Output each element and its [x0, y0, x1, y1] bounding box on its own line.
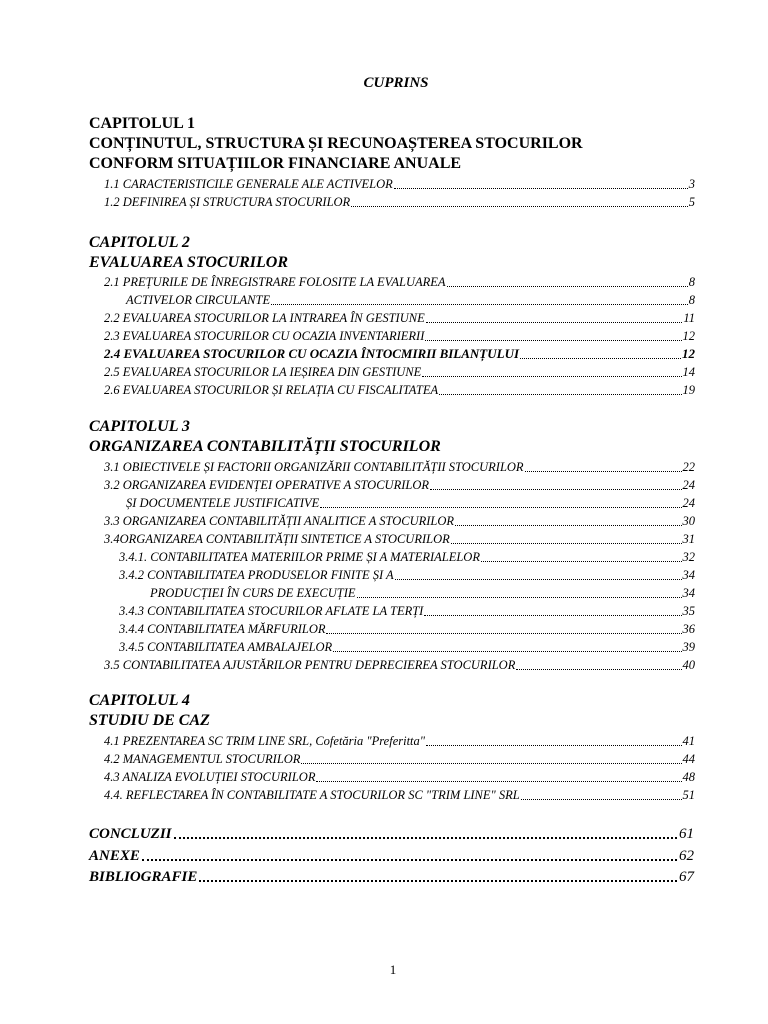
chapter-label: CAPITOLUL 4: [89, 692, 190, 709]
leader-dots: [333, 650, 681, 652]
toc-entry[interactable]: [150, 584, 695, 602]
toc-entry-text: 4.3 ANALIZA EVOLUȚIEI STOCURILOR: [104, 770, 316, 784]
toc-entry-page: 35: [682, 604, 695, 618]
toc-entry[interactable]: [126, 494, 695, 512]
toc-entry[interactable]: [104, 363, 695, 381]
toc-entry[interactable]: [104, 768, 695, 786]
toc-entry[interactable]: [119, 638, 695, 656]
toc-entry-text: 3.5 CONTABILITATEA AJUSTĂRILOR PENTRU DEPRECIEREA STOCURILOR: [104, 658, 516, 672]
toc-entry-page: 51: [682, 788, 695, 802]
toc-entry-page: 39: [682, 640, 695, 654]
toc-entry[interactable]: [104, 476, 695, 494]
toc-entry-text: 2.2 EVALUAREA STOCURILOR LA INTRAREA ÎN GESTIUNE: [104, 311, 425, 325]
leader-dots: [521, 798, 682, 800]
toc-entry-text: 3.4.4 CONTABILITATEA MĂRFURILOR: [119, 622, 326, 636]
leader-dots: [199, 879, 677, 882]
toc-entry-page: 22: [682, 460, 695, 474]
leader-dots: [316, 780, 681, 782]
toc-entry[interactable]: [104, 786, 695, 804]
toc-entry[interactable]: [104, 309, 695, 327]
toc-final-entry[interactable]: [89, 846, 694, 866]
toc-entry-text: 2.6 EVALUAREA STOCURILOR ȘI RELAȚIA CU FISCALITATEA: [104, 383, 439, 397]
toc-entry-text: 1.2 DEFINIREA ȘI STRUCTURA STOCURILOR: [104, 195, 351, 209]
chapter-title-line: ORGANIZAREA CONTABILITĂȚII STOCURILOR: [89, 438, 441, 455]
toc-entry-page: 24: [682, 496, 695, 510]
toc-entry[interactable]: [104, 732, 695, 750]
toc-entry[interactable]: [119, 548, 695, 566]
toc-entry[interactable]: [104, 750, 695, 768]
leader-dots: [451, 542, 682, 544]
chapter-2-heading: [89, 233, 709, 273]
leader-dots: [422, 375, 681, 377]
leader-dots: [430, 488, 682, 490]
toc-entry-text: ACTIVELOR CIRCULANTE: [126, 293, 271, 307]
toc-final-entry[interactable]: [89, 824, 694, 844]
toc-entry[interactable]: [104, 273, 695, 291]
toc-entry[interactable]: [104, 656, 695, 674]
chapter-3-heading: [89, 417, 709, 457]
leader-dots: [351, 205, 688, 207]
leader-dots: [271, 303, 688, 305]
leader-dots: [395, 578, 682, 580]
leader-dots: [320, 506, 681, 508]
toc-final-text: BIBLIOGRAFIE: [89, 869, 198, 885]
toc-entry-page: 12: [682, 329, 695, 343]
leader-dots: [481, 560, 682, 562]
toc-entry-page: 34: [682, 568, 695, 582]
chapter-title-line: CONȚINUTUL, STRUCTURA ȘI RECUNOAȘTEREA STOCURILOR: [89, 135, 583, 152]
chapter-label: CAPITOLUL 3: [89, 418, 190, 435]
toc-entry-page: 41: [682, 734, 695, 748]
toc-entry-text: 4.2 MANAGEMENTUL STOCURILOR: [104, 752, 301, 766]
chapter-title-line: EVALUAREA STOCURILOR: [89, 254, 289, 271]
toc-final-text: CONCLUZII: [89, 826, 172, 842]
toc-entry-page: 36: [682, 622, 695, 636]
toc-entry-page: 12: [682, 346, 695, 361]
toc-entry-page: 34: [682, 586, 695, 600]
toc-entry[interactable]: [104, 193, 695, 211]
toc-entry-text: 3.1 OBIECTIVELE ȘI FACTORII ORGANIZĂRII CONTABILITĂȚII STOCURILOR: [104, 460, 524, 474]
chapter-label: CAPITOLUL 1: [89, 115, 195, 132]
toc-entry-text: 2.5 EVALUAREA STOCURILOR LA IEȘIREA DIN GESTIUNE: [104, 365, 422, 379]
page-number: 1: [389, 962, 397, 977]
toc-entry-text: ȘI DOCUMENTELE JUSTIFICATIVE: [126, 496, 320, 510]
toc-entry[interactable]: [104, 530, 695, 548]
toc-title: CUPRINS: [363, 75, 429, 91]
toc-final-text: ANEXE: [89, 848, 140, 864]
toc-entry-page: 48: [682, 770, 695, 784]
leader-dots: [174, 836, 677, 839]
toc-entry-text: 3.2 ORGANIZAREA EVIDENȚEI OPERATIVE A STOCURILOR: [104, 478, 429, 492]
toc-entry-text: 3.4.2 CONTABILITATEA PRODUSELOR FINITE ȘI A: [119, 568, 394, 582]
chapter-label: CAPITOLUL 2: [89, 234, 190, 251]
toc-entry[interactable]: [119, 602, 695, 620]
chapter-1-heading: [89, 114, 709, 174]
toc-entry-page: 14: [682, 365, 695, 379]
toc-final-page: 61: [679, 826, 694, 842]
toc-entry[interactable]: [104, 345, 695, 363]
toc-entry-page: 11: [683, 311, 695, 325]
toc-entry-text: 4.1 PREZENTAREA SC TRIM LINE SRL, Cofetăria "Preferitta": [104, 734, 426, 748]
toc-final-page: 62: [679, 848, 694, 864]
toc-entry-text: 4.4. REFLECTAREA ÎN CONTABILITATE A STOCURILOR SC "TRIM LINE" SRL: [104, 788, 520, 802]
chapter-4-heading: [89, 691, 709, 731]
leader-dots: [455, 524, 681, 526]
toc-entry-text: 2.3 EVALUAREA STOCURILOR CU OCAZIA INVENTARIERII: [104, 329, 425, 343]
leader-dots: [426, 744, 681, 746]
toc-entry-text: 3.4.5 CONTABILITATEA AMBALAJELOR: [119, 640, 333, 654]
leader-dots: [516, 668, 681, 670]
toc-entry-page: 31: [682, 532, 695, 546]
toc-entry-page: 3: [688, 177, 695, 191]
toc-entry[interactable]: [104, 175, 695, 193]
toc-entry-page: 5: [688, 195, 695, 209]
toc-entry[interactable]: [104, 458, 695, 476]
leader-dots: [301, 762, 681, 764]
toc-entry[interactable]: [104, 327, 695, 345]
toc-entry-text: 3.4.3 CONTABILITATEA STOCURILOR AFLATE LA TERȚI: [119, 604, 424, 618]
leader-dots: [520, 357, 681, 359]
toc-entry-page: 30: [682, 514, 695, 528]
toc-entry[interactable]: [119, 620, 695, 638]
toc-entry-page: 8: [688, 293, 695, 307]
chapter-title-line: CONFORM SITUAȚIILOR FINANCIARE ANUALE: [89, 155, 462, 172]
toc-entry[interactable]: [104, 512, 695, 530]
leader-dots: [439, 393, 681, 395]
toc-entry-text: 2.1 PREȚURILE DE ÎNREGISTRARE FOLOSITE LA EVALUAREA: [104, 275, 446, 289]
leader-dots: [326, 632, 681, 634]
leader-dots: [424, 614, 681, 616]
toc-entry-page: 32: [682, 550, 695, 564]
leader-dots: [447, 285, 688, 287]
toc-entry-text: 1.1 CARACTERISTICILE GENERALE ALE ACTIVELOR: [104, 177, 393, 191]
toc-entry-page: 8: [688, 275, 695, 289]
toc-entry-text: PRODUCȚIEI ÎN CURS DE EXECUȚIE: [150, 586, 356, 600]
toc-entry-page: 40: [682, 658, 695, 672]
toc-entry-text: 2.4 EVALUAREA STOCURILOR CU OCAZIA ÎNTOCMIRII BILANȚULUI: [104, 346, 520, 361]
leader-dots: [425, 339, 681, 341]
toc-final-entry[interactable]: [89, 867, 694, 887]
leader-dots: [357, 596, 682, 598]
toc-entry-text: 3.4ORGANIZAREA CONTABILITĂȚII SINTETICE A STOCURILOR: [104, 532, 450, 546]
toc-entry-text: 3.3 ORGANIZAREA CONTABILITĂȚII ANALITICE A STOCURILOR: [104, 514, 455, 528]
leader-dots: [426, 321, 683, 323]
toc-entry-page: 44: [682, 752, 695, 766]
toc-entry-page: 24: [682, 478, 695, 492]
leader-dots: [394, 187, 688, 189]
toc-entry-text: 3.4.1. CONTABILITATEA MATERIILOR PRIME ȘI A MATERIALELOR: [119, 550, 480, 564]
toc-entry-page: 19: [682, 383, 695, 397]
toc-entry[interactable]: [119, 566, 695, 584]
toc-final-page: 67: [679, 869, 694, 885]
chapter-title-line: STUDIU DE CAZ: [89, 712, 210, 729]
leader-dots: [142, 858, 677, 861]
toc-entry[interactable]: [126, 291, 695, 309]
toc-entry[interactable]: [104, 381, 695, 399]
leader-dots: [525, 470, 682, 472]
